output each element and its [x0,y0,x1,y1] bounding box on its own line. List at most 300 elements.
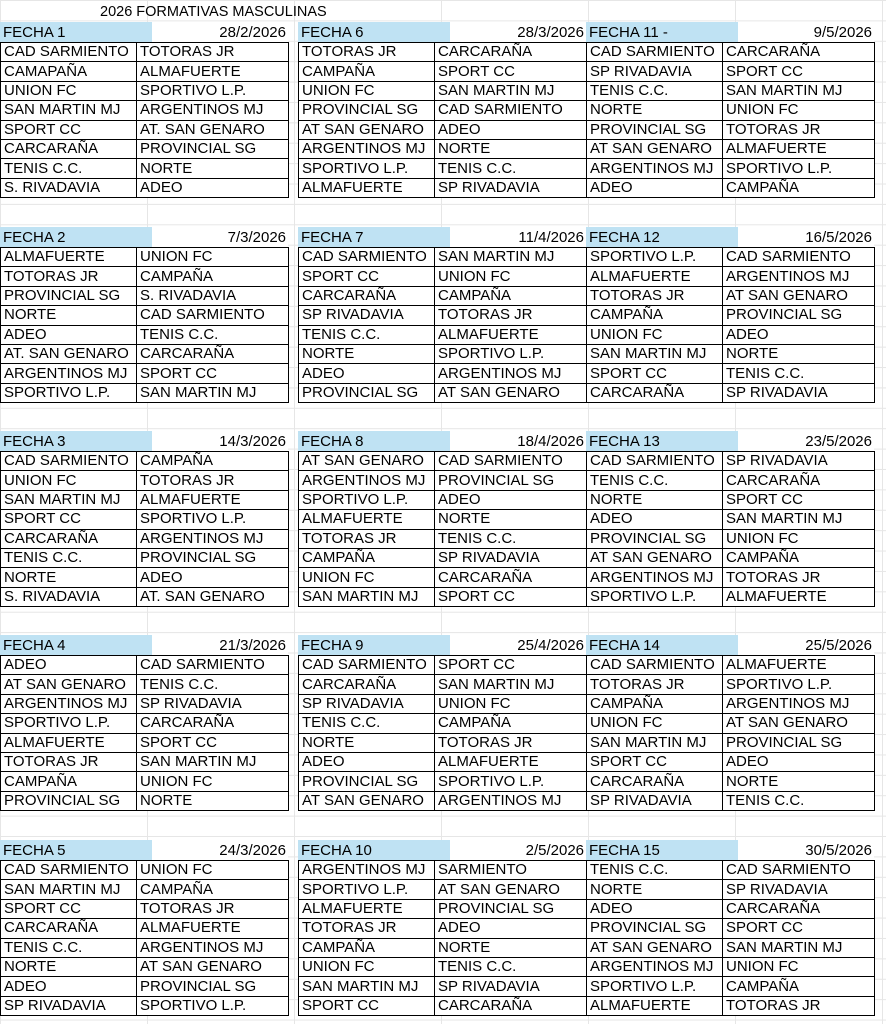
fecha-date[interactable]: 11/4/2026 [450,227,586,247]
home-team-cell[interactable]: TENIS C.C. [1,548,137,567]
fecha-header [0,635,288,655]
away-team-cell[interactable]: CAD SARMIENTO [137,656,289,675]
away-team-cell[interactable]: CARCARAÑA [435,996,587,1015]
home-team-cell[interactable]: ARGENTINOS MJ [1,694,137,713]
away-team-cell[interactable]: NORTE [435,510,587,529]
home-team-cell[interactable]: TOTORAS JR [587,286,723,305]
away-team-cell[interactable]: SPORTIVO L.P. [723,159,875,178]
home-team-cell[interactable]: S. RIVADAVIA [1,587,137,606]
fecha-label[interactable]: FECHA 3 [3,433,66,450]
away-team-cell[interactable]: SPORT CC [137,733,289,752]
away-team-cell[interactable]: SAN MARTIN MJ [435,248,587,267]
away-team-cell[interactable]: CAMPAÑA [137,880,289,899]
home-team-cell[interactable]: ARGENTINOS MJ [299,139,435,158]
matches-table [298,860,587,1016]
away-team-cell[interactable]: SPORTIVO L.P. [137,81,289,100]
home-team-cell[interactable]: TENIS C.C. [587,861,723,880]
away-team-cell[interactable]: ARGENTINOS MJ [137,529,289,548]
match-row [587,733,875,752]
home-team-cell[interactable]: PROVINCIAL SG [587,529,723,548]
away-team-cell[interactable]: AT. SAN GENARO [137,120,289,139]
home-team-cell[interactable]: ADEO [1,656,137,675]
home-team-cell[interactable]: UNION FC [299,957,435,976]
match-row [299,364,587,383]
away-team-cell[interactable]: S. RIVADAVIA [137,286,289,305]
away-team-cell[interactable]: SP RIVADAVIA [723,452,875,471]
home-team-cell[interactable]: TENIS C.C. [1,938,137,957]
away-team-cell[interactable]: CAD SARMIENTO [435,452,587,471]
home-team-cell[interactable]: SPORTIVO L.P. [1,714,137,733]
matches-table [0,451,289,607]
away-team-cell[interactable]: UNION FC [137,772,289,791]
away-team-cell[interactable]: ALMAFUERTE [137,62,289,81]
match-row [299,548,587,567]
fecha-label[interactable]: FECHA 2 [3,229,66,246]
home-team-cell[interactable]: CAD SARMIENTO [587,452,723,471]
away-team-cell[interactable]: ARGENTINOS MJ [435,364,587,383]
home-team-cell[interactable]: ARGENTINOS MJ [1,364,137,383]
away-team-cell[interactable]: SPORT CC [435,62,587,81]
home-team-cell[interactable]: SPORT CC [1,899,137,918]
home-team-cell[interactable]: SPORT CC [299,267,435,286]
home-team-cell[interactable]: SP RIVADAVIA [299,306,435,325]
home-team-cell[interactable]: TENIS C.C. [299,325,435,344]
away-team-cell[interactable]: CAMPAÑA [137,267,289,286]
home-team-cell[interactable]: UNION FC [299,81,435,100]
home-team-cell[interactable]: ADEO [587,178,723,197]
away-team-cell[interactable]: ADEO [137,178,289,197]
away-team-cell[interactable]: PROVINCIAL SG [435,471,587,490]
home-team-cell[interactable]: ADEO [1,325,137,344]
home-team-cell[interactable]: SPORT CC [1,510,137,529]
home-team-cell[interactable]: CAMPAÑA [299,62,435,81]
home-team-cell[interactable]: UNION FC [587,714,723,733]
home-team-cell[interactable]: PROVINCIAL SG [299,383,435,402]
away-team-cell[interactable]: CAD SARMIENTO [435,101,587,120]
home-team-cell[interactable]: TENIS C.C. [587,81,723,100]
away-team-cell[interactable]: TOTORAS JR [435,733,587,752]
away-team-cell[interactable]: SP RIVADAVIA [435,178,587,197]
home-team-cell[interactable]: CAD SARMIENTO [587,43,723,62]
home-team-cell[interactable]: PROVINCIAL SG [299,772,435,791]
match-row [1,510,289,529]
home-team-cell[interactable]: CAMPAÑA [299,938,435,957]
match-row [1,733,289,752]
fecha-label[interactable]: FECHA 13 [589,433,660,450]
home-team-cell[interactable]: CARCARAÑA [587,383,723,402]
away-team-cell[interactable]: CARCARAÑA [435,43,587,62]
home-team-cell[interactable]: PROVINCIAL SG [587,120,723,139]
fecha-date[interactable]: 21/3/2026 [152,635,288,655]
away-team-cell[interactable]: SPORTIVO L.P. [435,772,587,791]
away-team-cell[interactable]: PROVINCIAL SG [137,548,289,567]
away-team-cell[interactable]: NORTE [723,344,875,363]
match-row [1,675,289,694]
match-row [587,286,875,305]
home-team-cell[interactable]: CAD SARMIENTO [299,248,435,267]
home-team-cell[interactable]: UNION FC [1,81,137,100]
match-row [587,587,875,606]
away-team-cell[interactable]: ADEO [435,490,587,509]
home-team-cell[interactable]: ALMAFUERTE [299,510,435,529]
home-team-cell[interactable]: ARGENTINOS MJ [299,471,435,490]
home-team-cell[interactable]: ADEO [299,364,435,383]
home-team-cell[interactable]: NORTE [1,568,137,587]
home-team-cell[interactable]: NORTE [587,101,723,120]
away-team-cell[interactable]: UNION FC [137,248,289,267]
match-row [587,977,875,996]
fecha-label[interactable]: FECHA 1 [3,24,66,41]
home-team-cell[interactable]: SP RIVADAVIA [587,791,723,810]
away-team-cell[interactable]: TOTORAS JR [435,306,587,325]
home-team-cell[interactable]: CAMPAÑA [587,694,723,713]
away-team-cell[interactable]: TENIS C.C. [137,325,289,344]
fecha-label[interactable]: FECHA 10 [301,842,372,859]
home-team-cell[interactable]: AT SAN GENARO [1,675,137,694]
home-team-cell[interactable]: PROVINCIAL SG [299,101,435,120]
fecha-label[interactable]: FECHA 12 [589,229,660,246]
away-team-cell[interactable]: ARGENTINOS MJ [137,938,289,957]
away-team-cell[interactable]: CAD SARMIENTO [723,248,875,267]
home-team-cell[interactable]: CAD SARMIENTO [1,43,137,62]
away-team-cell[interactable]: PROVINCIAL SG [723,733,875,752]
fecha-date[interactable]: 30/5/2026 [738,840,874,860]
away-team-cell[interactable]: CAMPAÑA [137,452,289,471]
match-row [587,383,875,402]
home-team-cell[interactable]: TOTORAS JR [299,529,435,548]
fecha-date[interactable]: 16/5/2026 [738,227,874,247]
home-team-cell[interactable]: SPORTIVO L.P. [587,977,723,996]
fecha-label[interactable]: FECHA 11 - [589,24,668,41]
away-team-cell[interactable]: CARCARAÑA [137,714,289,733]
away-team-cell[interactable]: PROVINCIAL SG [723,306,875,325]
away-team-cell[interactable]: PROVINCIAL SG [137,139,289,158]
home-team-cell[interactable]: CAD SARMIENTO [299,656,435,675]
home-team-cell[interactable]: SPORT CC [1,120,137,139]
home-team-cell[interactable]: SPORT CC [587,752,723,771]
home-team-cell[interactable]: SPORTIVO L.P. [299,490,435,509]
away-team-cell[interactable]: SPORTIVO L.P. [137,510,289,529]
away-team-cell[interactable]: SAN MARTIN MJ [137,383,289,402]
home-team-cell[interactable]: ARGENTINOS MJ [587,159,723,178]
away-team-cell[interactable]: ADEO [137,568,289,587]
away-team-cell[interactable]: SAN MARTIN MJ [137,752,289,771]
away-team-cell[interactable]: NORTE [137,791,289,810]
away-team-cell[interactable]: SARMIENTO [435,861,587,880]
home-team-cell[interactable]: TOTORAS JR [299,43,435,62]
away-team-cell[interactable]: SAN MARTIN MJ [723,81,875,100]
away-team-cell[interactable]: ALMAFUERTE [137,919,289,938]
home-team-cell[interactable]: ALMAFUERTE [1,733,137,752]
away-team-cell[interactable]: UNION FC [435,694,587,713]
home-team-cell[interactable]: PROVINCIAL SG [1,286,137,305]
home-team-cell[interactable]: SPORTIVO L.P. [587,248,723,267]
home-team-cell[interactable]: SP RIVADAVIA [1,996,137,1015]
away-team-cell[interactable]: UNION FC [435,267,587,286]
home-team-cell[interactable]: CARCARAÑA [1,919,137,938]
away-team-cell[interactable]: UNION FC [137,861,289,880]
home-team-cell[interactable]: UNION FC [587,325,723,344]
home-team-cell[interactable]: CAMAPAÑA [1,62,137,81]
away-team-cell[interactable]: TENIS C.C. [137,675,289,694]
away-team-cell[interactable]: CAMPAÑA [435,286,587,305]
home-team-cell[interactable]: ARGENTINOS MJ [299,861,435,880]
fecha-label[interactable]: FECHA 7 [301,229,364,246]
away-team-cell[interactable]: CARCARAÑA [723,899,875,918]
away-team-cell[interactable]: TOTORAS JR [723,568,875,587]
away-team-cell[interactable]: AT SAN GENARO [723,286,875,305]
away-team-cell[interactable]: SPORT CC [723,62,875,81]
home-team-cell[interactable]: SPORTIVO L.P. [1,383,137,402]
away-team-cell[interactable]: ADEO [723,325,875,344]
away-team-cell[interactable]: SPORT CC [723,490,875,509]
home-team-cell[interactable]: ALMAFUERTE [587,267,723,286]
fecha-header [586,22,874,42]
home-team-cell[interactable]: TENIS C.C. [299,714,435,733]
away-team-cell[interactable]: SPORTIVO L.P. [137,996,289,1015]
away-team-cell[interactable]: ARGENTINOS MJ [137,101,289,120]
away-team-cell[interactable]: UNION FC [723,101,875,120]
home-team-cell[interactable]: UNION FC [299,568,435,587]
away-team-cell[interactable]: TENIS C.C. [435,957,587,976]
away-team-cell[interactable]: ARGENTINOS MJ [435,791,587,810]
away-team-cell[interactable]: TOTORAS JR [137,899,289,918]
away-team-cell[interactable]: ALMAFUERTE [435,752,587,771]
home-team-cell[interactable]: SPORTIVO L.P. [299,880,435,899]
away-team-cell[interactable]: UNION FC [723,529,875,548]
fecha-label[interactable]: FECHA 6 [301,24,364,41]
fecha-date[interactable]: 14/3/2026 [152,431,288,451]
home-team-cell[interactable]: ADEO [299,752,435,771]
home-team-cell[interactable]: ARGENTINOS MJ [587,568,723,587]
fecha-date[interactable]: 18/4/2026 [450,431,586,451]
fecha-label[interactable]: FECHA 8 [301,433,364,450]
home-team-cell[interactable]: TOTORAS JR [299,919,435,938]
fecha-header [298,840,586,860]
away-team-cell[interactable]: CARCARAÑA [723,43,875,62]
away-team-cell[interactable]: NORTE [435,139,587,158]
home-team-cell[interactable]: PROVINCIAL SG [587,919,723,938]
away-team-cell[interactable]: CAD SARMIENTO [137,306,289,325]
home-team-cell[interactable]: ALMAFUERTE [1,248,137,267]
away-team-cell[interactable]: NORTE [723,772,875,791]
home-team-cell[interactable]: SPORT CC [587,364,723,383]
fecha-date[interactable]: 28/2/2026 [152,22,288,42]
match-row [587,529,875,548]
home-team-cell[interactable]: CAMPAÑA [299,548,435,567]
away-team-cell[interactable]: TOTORAS JR [137,471,289,490]
home-team-cell[interactable]: ALMAFUERTE [299,899,435,918]
home-team-cell[interactable]: CAD SARMIENTO [1,861,137,880]
home-team-cell[interactable]: ADEO [587,899,723,918]
home-team-cell[interactable]: CARCARAÑA [299,675,435,694]
home-team-cell[interactable]: SAN MARTIN MJ [1,490,137,509]
away-team-cell[interactable]: SPORT CC [137,364,289,383]
home-team-cell[interactable]: AT. SAN GENARO [1,344,137,363]
away-team-cell[interactable]: PROVINCIAL SG [137,977,289,996]
home-team-cell[interactable]: SPORTIVO L.P. [299,159,435,178]
fecha-label[interactable]: FECHA 5 [3,842,66,859]
away-team-cell[interactable]: NORTE [137,159,289,178]
home-team-cell[interactable]: NORTE [1,957,137,976]
away-team-cell[interactable]: TENIS C.C. [723,791,875,810]
home-team-cell[interactable]: SP RIVADAVIA [587,62,723,81]
home-team-cell[interactable]: NORTE [587,490,723,509]
home-team-cell[interactable]: ADEO [1,977,137,996]
away-team-cell[interactable]: TENIS C.C. [435,159,587,178]
home-team-cell[interactable]: AT SAN GENARO [587,139,723,158]
home-team-cell[interactable]: AT SAN GENARO [587,938,723,957]
home-team-cell[interactable]: AT SAN GENARO [299,120,435,139]
fecha-block [0,227,288,403]
away-team-cell[interactable]: ARGENTINOS MJ [723,694,875,713]
fecha-date[interactable]: 25/5/2026 [738,635,874,655]
match-row [587,694,875,713]
home-team-cell[interactable]: SAN MARTIN MJ [1,101,137,120]
home-team-cell[interactable]: UNION FC [1,471,137,490]
home-team-cell[interactable]: ALMAFUERTE [587,996,723,1015]
away-team-cell[interactable]: SPORTIVO L.P. [723,675,875,694]
home-team-cell[interactable]: PROVINCIAL SG [1,791,137,810]
home-team-cell[interactable]: S. RIVADAVIA [1,178,137,197]
away-team-cell[interactable]: SAN MARTIN MJ [723,510,875,529]
match-row [1,977,289,996]
away-team-cell[interactable]: SP RIVADAVIA [723,383,875,402]
away-team-cell[interactable]: CARCARAÑA [137,344,289,363]
match-row [1,996,289,1015]
away-team-cell[interactable]: TENIS C.C. [435,529,587,548]
away-team-cell[interactable]: TOTORAS JR [723,996,875,1015]
away-team-cell[interactable]: ALMAFUERTE [723,656,875,675]
away-team-cell[interactable]: ADEO [435,919,587,938]
away-team-cell[interactable]: SPORT CC [435,656,587,675]
away-team-cell[interactable]: SPORTIVO L.P. [435,344,587,363]
fecha-block [586,431,874,607]
fecha-label[interactable]: FECHA 15 [589,842,660,859]
away-team-cell[interactable]: CARCARAÑA [435,568,587,587]
away-team-cell[interactable]: CARCARAÑA [723,471,875,490]
away-team-cell[interactable]: CAMPAÑA [435,714,587,733]
home-team-cell[interactable]: TENIS C.C. [587,471,723,490]
fecha-header [586,840,874,860]
home-team-cell[interactable]: ADEO [587,510,723,529]
match-row [587,957,875,976]
away-team-cell[interactable]: AT. SAN GENARO [137,587,289,606]
away-team-cell[interactable]: ALMAFUERTE [137,490,289,509]
away-team-cell[interactable]: SAN MARTIN MJ [435,81,587,100]
away-team-cell[interactable]: SPORT CC [723,919,875,938]
away-team-cell[interactable]: UNION FC [723,957,875,976]
match-row [299,286,587,305]
home-team-cell[interactable]: TENIS C.C. [1,159,137,178]
away-team-cell[interactable]: PROVINCIAL SG [435,899,587,918]
fecha-date[interactable]: 28/3/2026 [450,22,586,42]
fecha-header [0,840,288,860]
away-team-cell[interactable]: ALMAFUERTE [723,587,875,606]
away-team-cell[interactable]: AT SAN GENARO [435,383,587,402]
away-team-cell[interactable]: SAN MARTIN MJ [435,675,587,694]
home-team-cell[interactable]: TOTORAS JR [1,752,137,771]
fecha-date[interactable]: 9/5/2026 [738,22,874,42]
away-team-cell[interactable]: CAMPAÑA [723,178,875,197]
away-team-cell[interactable]: NORTE [435,938,587,957]
home-team-cell[interactable]: ALMAFUERTE [299,178,435,197]
home-team-cell[interactable]: SAN MARTIN MJ [587,733,723,752]
home-team-cell[interactable]: CARCARAÑA [587,772,723,791]
match-row [1,452,289,471]
home-team-cell[interactable]: SPORT CC [299,996,435,1015]
home-team-cell[interactable]: SAN MARTIN MJ [299,977,435,996]
home-team-cell[interactable]: SAN MARTIN MJ [299,587,435,606]
away-team-cell[interactable]: ARGENTINOS MJ [723,267,875,286]
away-team-cell[interactable]: CAMPAÑA [723,548,875,567]
away-team-cell[interactable]: TOTORAS JR [723,120,875,139]
away-team-cell[interactable]: ADEO [435,120,587,139]
home-team-cell[interactable]: AT SAN GENARO [299,452,435,471]
away-team-cell[interactable]: ADEO [723,752,875,771]
home-team-cell[interactable]: NORTE [299,733,435,752]
fecha-date[interactable]: 23/5/2026 [738,431,874,451]
home-team-cell[interactable]: SPORTIVO L.P. [587,587,723,606]
fecha-label[interactable]: FECHA 14 [589,637,660,654]
home-team-cell[interactable]: TOTORAS JR [587,675,723,694]
home-team-cell[interactable]: CAMPAÑA [1,772,137,791]
match-row [1,529,289,548]
fecha-date[interactable]: 25/4/2026 [450,635,586,655]
match-row [587,306,875,325]
home-team-cell[interactable]: CAD SARMIENTO [1,452,137,471]
home-team-cell[interactable]: TOTORAS JR [1,267,137,286]
away-team-cell[interactable]: TOTORAS JR [137,43,289,62]
fecha-label[interactable]: FECHA 4 [3,637,66,654]
home-team-cell[interactable]: CAMPAÑA [587,306,723,325]
home-team-cell[interactable]: ARGENTINOS MJ [587,957,723,976]
away-team-cell[interactable]: AT SAN GENARO [137,957,289,976]
away-team-cell[interactable]: AT SAN GENARO [723,714,875,733]
away-team-cell[interactable]: SP RIVADAVIA [723,880,875,899]
home-team-cell[interactable]: NORTE [1,306,137,325]
away-team-cell[interactable]: CAMPAÑA [723,977,875,996]
away-team-cell[interactable]: TENIS C.C. [723,364,875,383]
home-team-cell[interactable]: CARCARAÑA [1,529,137,548]
away-team-cell[interactable]: ALMAFUERTE [435,325,587,344]
away-team-cell[interactable]: SAN MARTIN MJ [723,938,875,957]
home-team-cell[interactable]: SP RIVADAVIA [299,694,435,713]
fecha-date[interactable]: 2/5/2026 [450,840,586,860]
home-team-cell[interactable]: AT SAN GENARO [587,548,723,567]
fecha-date[interactable]: 7/3/2026 [152,227,288,247]
fecha-label[interactable]: FECHA 9 [301,637,364,654]
away-team-cell[interactable]: AT SAN GENARO [435,880,587,899]
away-team-cell[interactable]: SP RIVADAVIA [137,694,289,713]
away-team-cell[interactable]: SPORT CC [435,587,587,606]
fecha-block [586,227,874,403]
home-team-cell[interactable]: CAD SARMIENTO [587,656,723,675]
home-team-cell[interactable]: SAN MARTIN MJ [1,880,137,899]
away-team-cell[interactable]: ALMAFUERTE [723,139,875,158]
home-team-cell[interactable]: SAN MARTIN MJ [587,344,723,363]
fecha-date[interactable]: 24/3/2026 [152,840,288,860]
home-team-cell[interactable]: NORTE [587,880,723,899]
away-team-cell[interactable]: CAD SARMIENTO [723,861,875,880]
home-team-cell[interactable]: CARCARAÑA [1,139,137,158]
match-row [1,714,289,733]
home-team-cell[interactable]: AT SAN GENARO [299,791,435,810]
home-team-cell[interactable]: CARCARAÑA [299,286,435,305]
away-team-cell[interactable]: SP RIVADAVIA [435,977,587,996]
home-team-cell[interactable]: NORTE [299,344,435,363]
away-team-cell[interactable]: SP RIVADAVIA [435,548,587,567]
